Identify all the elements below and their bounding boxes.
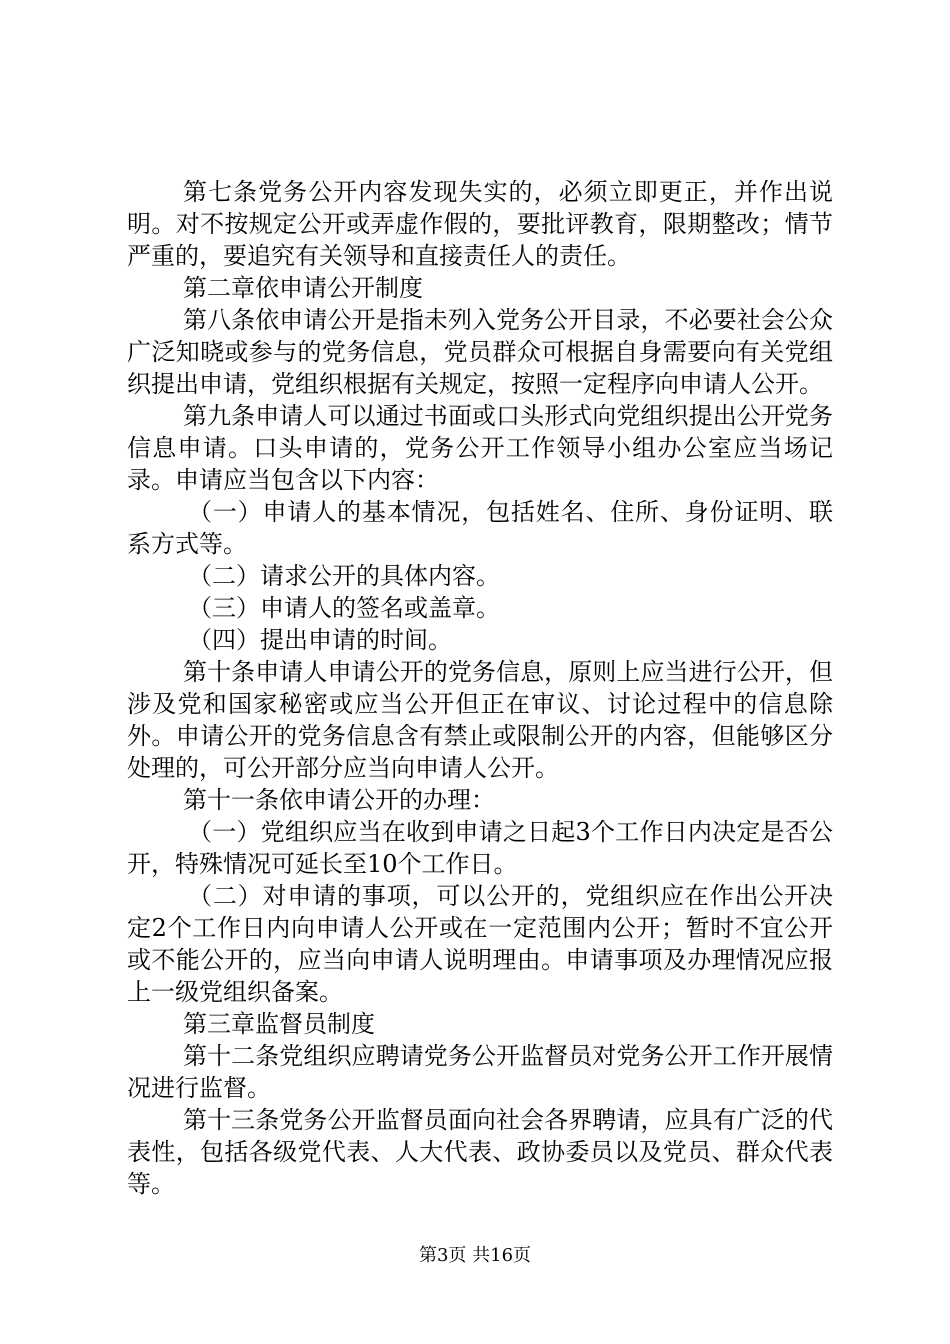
chapter-2-heading: 第二章依申请公开制度 bbox=[183, 274, 423, 302]
article-9-item-2: （二）请求公开的具体内容。 bbox=[188, 562, 500, 590]
article-9-item-4: （四）提出申请的时间。 bbox=[188, 626, 452, 654]
article-10-paragraph: 第十条申请人申请公开的党务信息，原则上应当进行公开，但涉及党和国家秘密或应当公开但正在审议、讨论过程中的信息除外。申请公开的党务信息含有禁止或限制公开的内容，但能够区分处理的，可公开部分应当向申请人公开。 bbox=[127, 658, 833, 782]
article-11-paragraph: 第十一条依申请公开的办理： bbox=[183, 786, 495, 814]
article-7-paragraph: 第七条党务公开内容发现失实的，必须立即更正，并作出说明。对不按规定公开或弄虚作假的，要批评教育，限期整改；情节严重的，要追究有关领导和直接责任人的责任。 bbox=[127, 178, 833, 270]
article-9-item-3: （三）申请人的签名或盖章。 bbox=[188, 594, 500, 622]
article-13-paragraph: 第十三条党务公开监督员面向社会各界聘请，应具有广泛的代表性，包括各级党代表、人大代表、政协委员以及党员、群众代表等。 bbox=[127, 1106, 833, 1198]
article-12-paragraph: 第十二条党组织应聘请党务公开监督员对党务公开工作开展情况进行监督。 bbox=[127, 1042, 833, 1102]
document-body bbox=[127, 176, 833, 1200]
article-9-item-1: （一）申请人的基本情况，包括姓名、住所、身份证明、联系方式等。 bbox=[127, 498, 833, 558]
chapter-3-heading: 第三章监督员制度 bbox=[183, 1010, 375, 1038]
article-8-paragraph: 第八条依申请公开是指未列入党务公开目录，不必要社会公众广泛知晓或参与的党务信息，党员群众可根据自身需要向有关党组织提出申请，党组织根据有关规定，按照一定程序向申请人公开。 bbox=[127, 306, 833, 398]
article-9-paragraph: 第九条申请人可以通过书面或口头形式向党组织提出公开党务信息申请。口头申请的，党务公开工作领导小组办公室应当场记录。申请应当包含以下内容： bbox=[127, 402, 833, 494]
article-11-item-1: （一）党组织应当在收到申请之日起3个工作日内决定是否公开，特殊情况可延长至10个工作日。 bbox=[127, 818, 833, 878]
article-11-item-2: （二）对申请的事项，可以公开的，党组织应在作出公开决定2个工作日内向申请人公开或在一定范围内公开；暂时不宜公开或不能公开的，应当向申请人说明理由。申请事项及办理情况应报上一级党组织备案。 bbox=[127, 882, 833, 1006]
page-number-footer: 第3页 共16页 bbox=[418, 1245, 532, 1266]
